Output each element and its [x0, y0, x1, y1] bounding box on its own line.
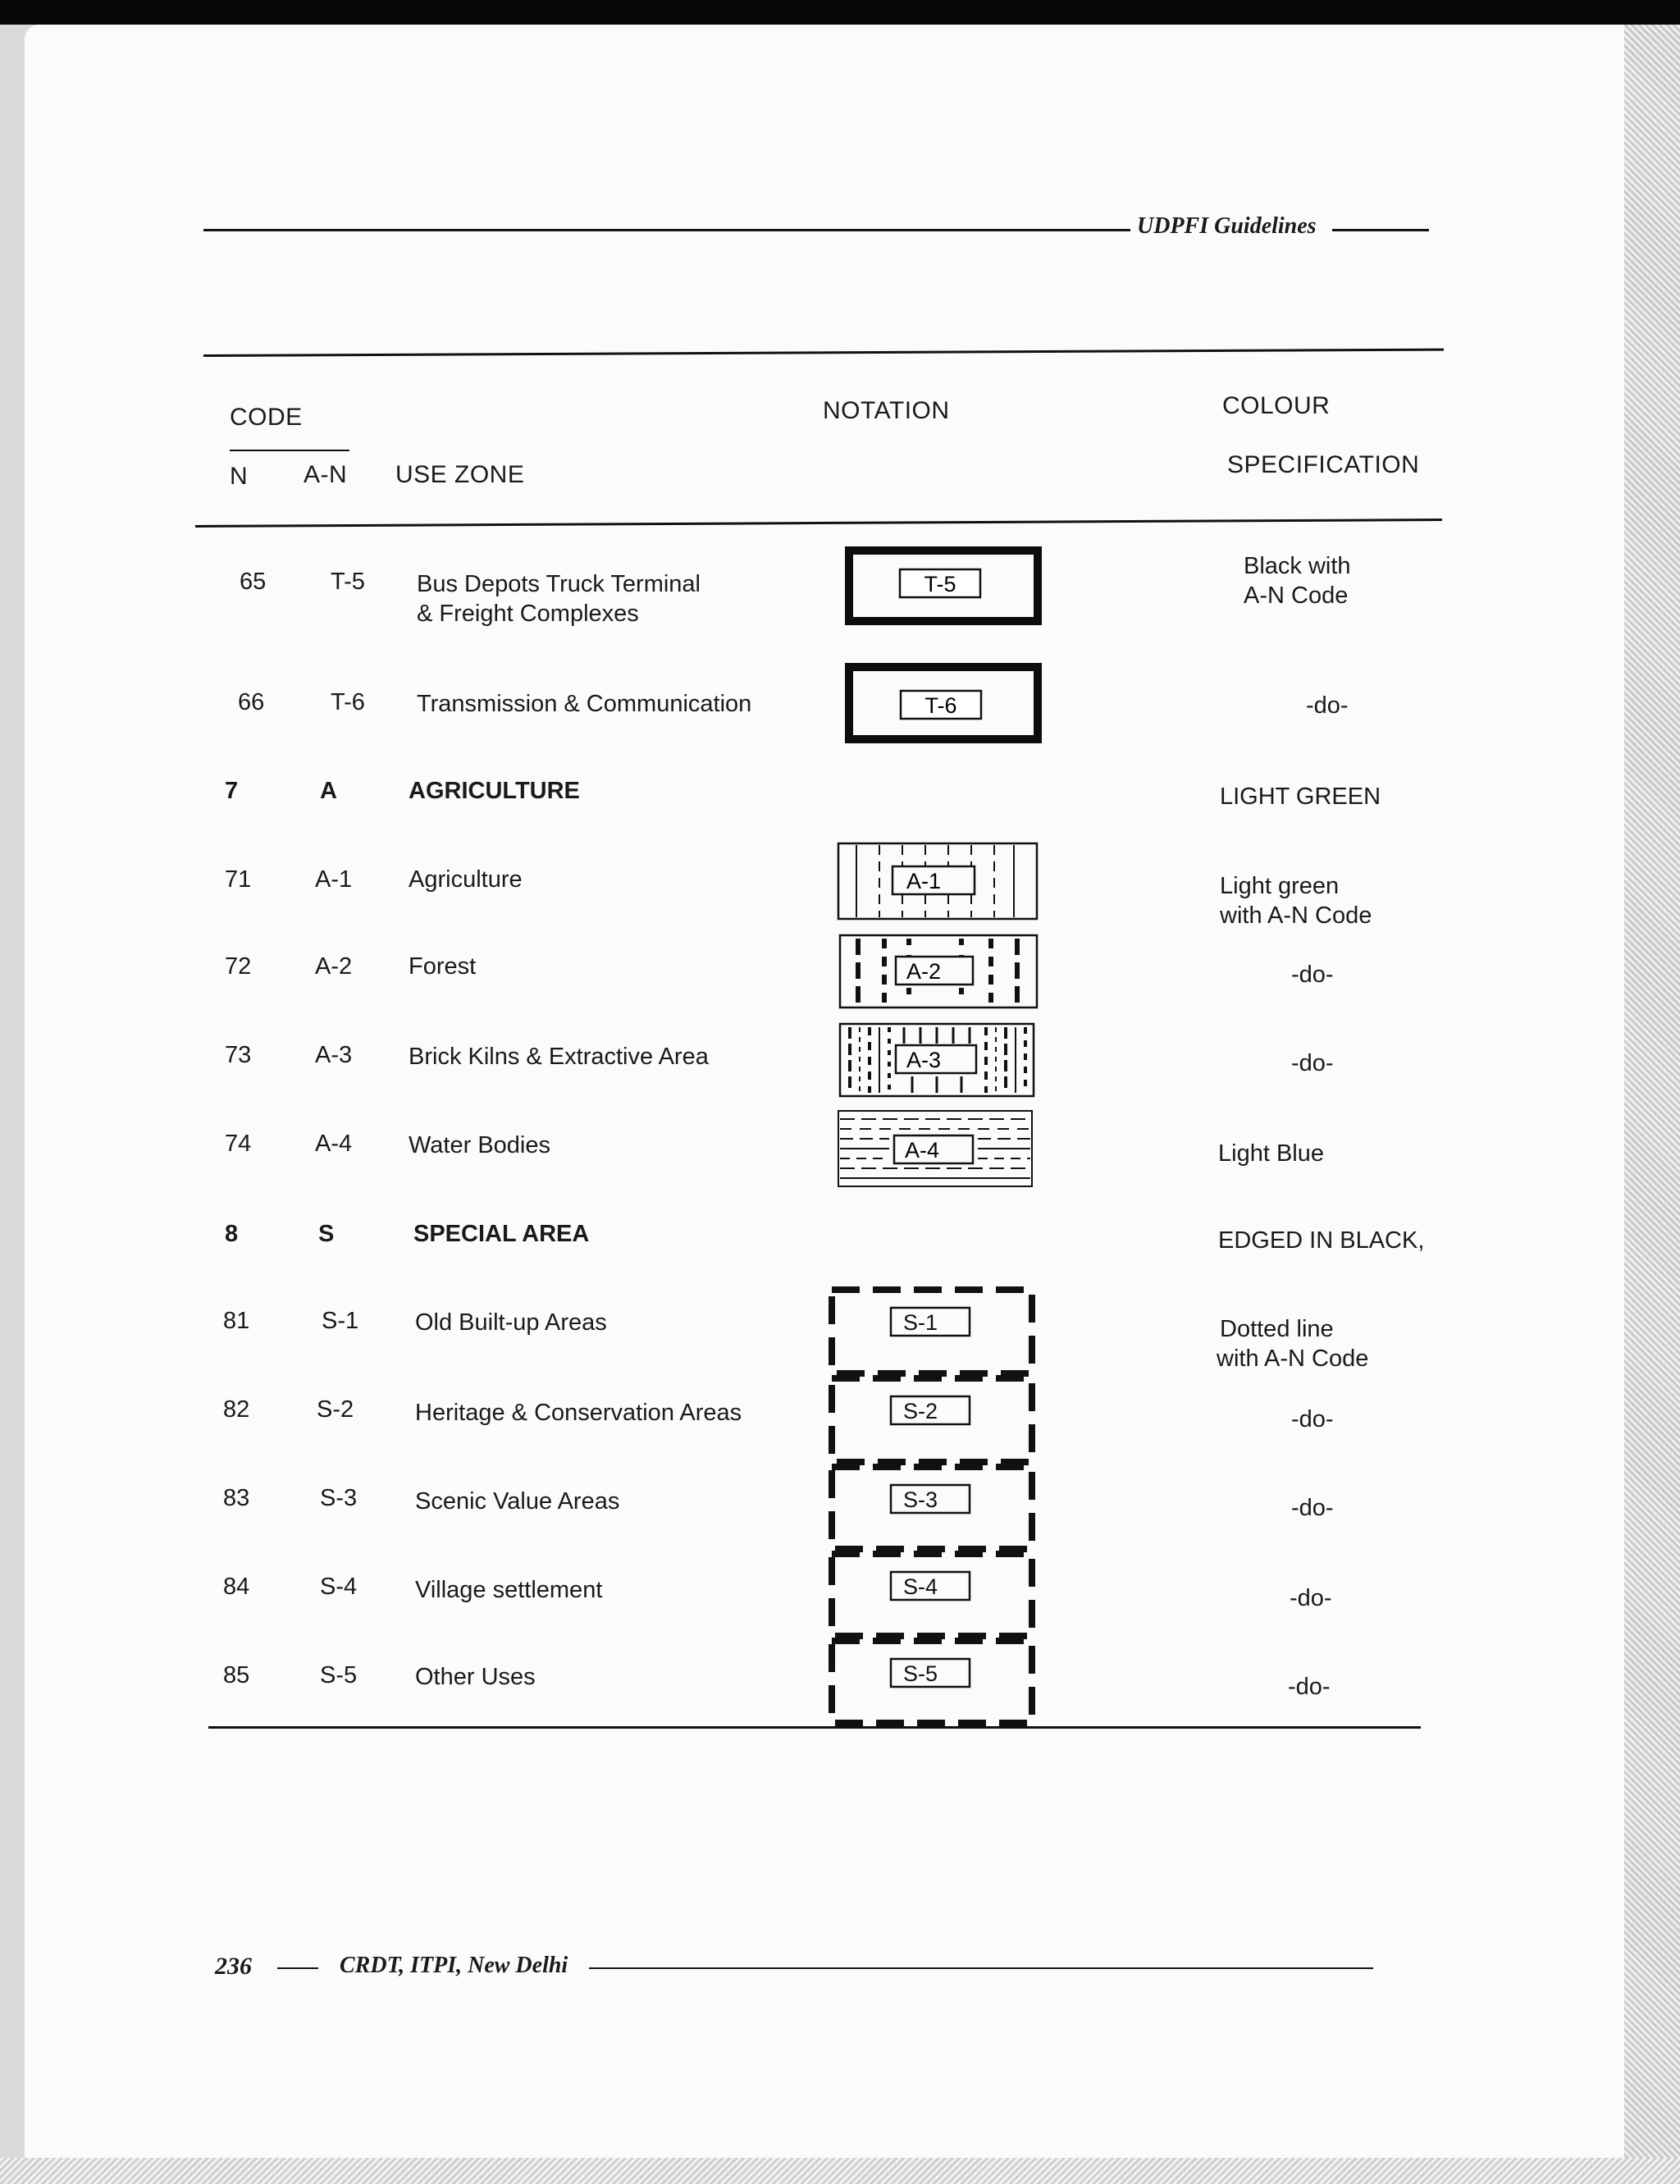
- notation-t5-label: T-5: [924, 572, 956, 596]
- row-83-n: 83: [223, 1485, 250, 1511]
- table-bottom-rule: [208, 1726, 1421, 1729]
- notation-t6-label: T-6: [924, 693, 957, 718]
- document-page: [25, 25, 1624, 2158]
- row-83-colour: -do-: [1291, 1495, 1334, 1521]
- header-colour: COLOUR: [1222, 392, 1331, 419]
- row-74-n: 74: [225, 1131, 252, 1157]
- row-83-zone: Scenic Value Areas: [415, 1488, 620, 1515]
- row-72-n: 72: [225, 953, 252, 980]
- row-8-n: 8: [225, 1221, 239, 1247]
- row-65-zone-2: & Freight Complexes: [417, 601, 639, 627]
- notation-t5: [845, 546, 1042, 625]
- scan-top-border: [0, 0, 1680, 25]
- footer-publisher: CRDT, ITPI, New Delhi: [340, 1953, 568, 1978]
- row-71-colour-2: with A-N Code: [1220, 902, 1372, 929]
- row-73-colour: -do-: [1291, 1050, 1334, 1076]
- row-81-an: S-1: [322, 1308, 359, 1334]
- row-85-colour: -do-: [1288, 1674, 1331, 1700]
- header-code-underline: [230, 450, 349, 451]
- row-8-colour: EDGED IN BLACK,: [1218, 1227, 1425, 1254]
- row-85-zone: Other Uses: [415, 1664, 536, 1690]
- row-74-an: A-4: [315, 1131, 353, 1157]
- header-rule-left: [203, 229, 1130, 231]
- row-84-an: S-4: [320, 1574, 358, 1600]
- row-81-zone: Old Built-up Areas: [415, 1309, 607, 1336]
- row-66-an: T-6: [331, 689, 365, 715]
- notation-s5-label: S-5: [902, 1661, 938, 1686]
- header-an: A-N: [304, 461, 348, 488]
- notation-s3-label: S-3: [902, 1487, 938, 1512]
- page-number: 236: [215, 1953, 252, 1980]
- row-84-n: 84: [223, 1574, 250, 1600]
- header-n: N: [230, 463, 249, 490]
- row-84-zone: Village settlement: [415, 1577, 603, 1603]
- row-65-n: 65: [240, 569, 267, 595]
- row-85-an: S-5: [320, 1662, 358, 1688]
- notation-a3: [838, 1022, 1035, 1098]
- row-85-n: 85: [223, 1662, 250, 1688]
- row-71-colour: Light green: [1220, 873, 1340, 899]
- row-72-an: A-2: [315, 953, 353, 980]
- row-81-colour: Dotted line: [1220, 1316, 1334, 1342]
- row-7-zone: AGRICULTURE: [409, 778, 580, 804]
- row-71-an: A-1: [315, 866, 353, 893]
- row-71-n: 71: [225, 866, 252, 893]
- running-header: UDPFI Guidelines: [1137, 213, 1317, 239]
- row-66-zone: Transmission & Communication: [417, 691, 752, 717]
- row-73-n: 73: [225, 1042, 252, 1068]
- row-74-zone: Water Bodies: [409, 1132, 550, 1158]
- notation-a2: [838, 934, 1039, 1009]
- row-72-zone: Forest: [409, 953, 477, 980]
- row-8-an: S: [318, 1221, 335, 1247]
- footer-rule: [589, 1967, 1373, 1969]
- notation-a4: [837, 1109, 1034, 1188]
- footer-dash: [277, 1967, 318, 1969]
- row-65-colour: Black with: [1244, 553, 1351, 579]
- row-7-colour: LIGHT GREEN: [1220, 784, 1381, 810]
- notation-a4-label: A-4: [904, 1138, 940, 1163]
- row-73-an: A-3: [315, 1042, 353, 1068]
- row-72-colour: -do-: [1291, 962, 1334, 988]
- scan-right-edge: [1624, 25, 1680, 2184]
- row-82-zone: Heritage & Conservation Areas: [415, 1400, 742, 1426]
- scan-bottom-edge: [0, 2158, 1680, 2184]
- notation-s4-label: S-4: [902, 1574, 938, 1599]
- row-83-an: S-3: [320, 1485, 358, 1511]
- header-code: CODE: [230, 404, 303, 431]
- row-73-zone: Brick Kilns & Extractive Area: [409, 1044, 709, 1070]
- notation-s1-label: S-1: [902, 1310, 938, 1335]
- row-84-colour: -do-: [1290, 1585, 1332, 1611]
- row-81-n: 81: [223, 1308, 250, 1334]
- header-use-zone: USE ZONE: [395, 461, 525, 488]
- header-rule-right: [1332, 229, 1429, 231]
- row-65-colour-2: A-N Code: [1244, 583, 1349, 609]
- notation-t6: [845, 663, 1042, 743]
- row-66-n: 66: [238, 689, 265, 715]
- notation-a1-label: A-1: [906, 869, 942, 893]
- notation-a2-label: A-2: [906, 959, 942, 984]
- row-65-an: T-5: [331, 569, 365, 595]
- row-82-n: 82: [223, 1396, 250, 1423]
- notation-a3-label: A-3: [906, 1048, 942, 1072]
- row-82-colour: -do-: [1291, 1406, 1334, 1432]
- row-74-colour: Light Blue: [1218, 1140, 1324, 1167]
- row-7-an: A: [320, 778, 337, 804]
- row-66-colour: -do-: [1306, 692, 1349, 719]
- row-81-colour-2: with A-N Code: [1217, 1346, 1369, 1372]
- row-65-zone: Bus Depots Truck Terminal: [417, 571, 701, 597]
- row-71-zone: Agriculture: [409, 866, 523, 893]
- header-notation: NOTATION: [823, 397, 950, 424]
- row-82-an: S-2: [317, 1396, 354, 1423]
- row-8-zone: SPECIAL AREA: [413, 1221, 590, 1247]
- notation-a1: [837, 842, 1039, 921]
- row-7-n: 7: [225, 778, 239, 804]
- notation-s2-label: S-2: [902, 1399, 938, 1423]
- notation-s-stack: [827, 1285, 1037, 1728]
- header-specification: SPECIFICATION: [1227, 451, 1420, 478]
